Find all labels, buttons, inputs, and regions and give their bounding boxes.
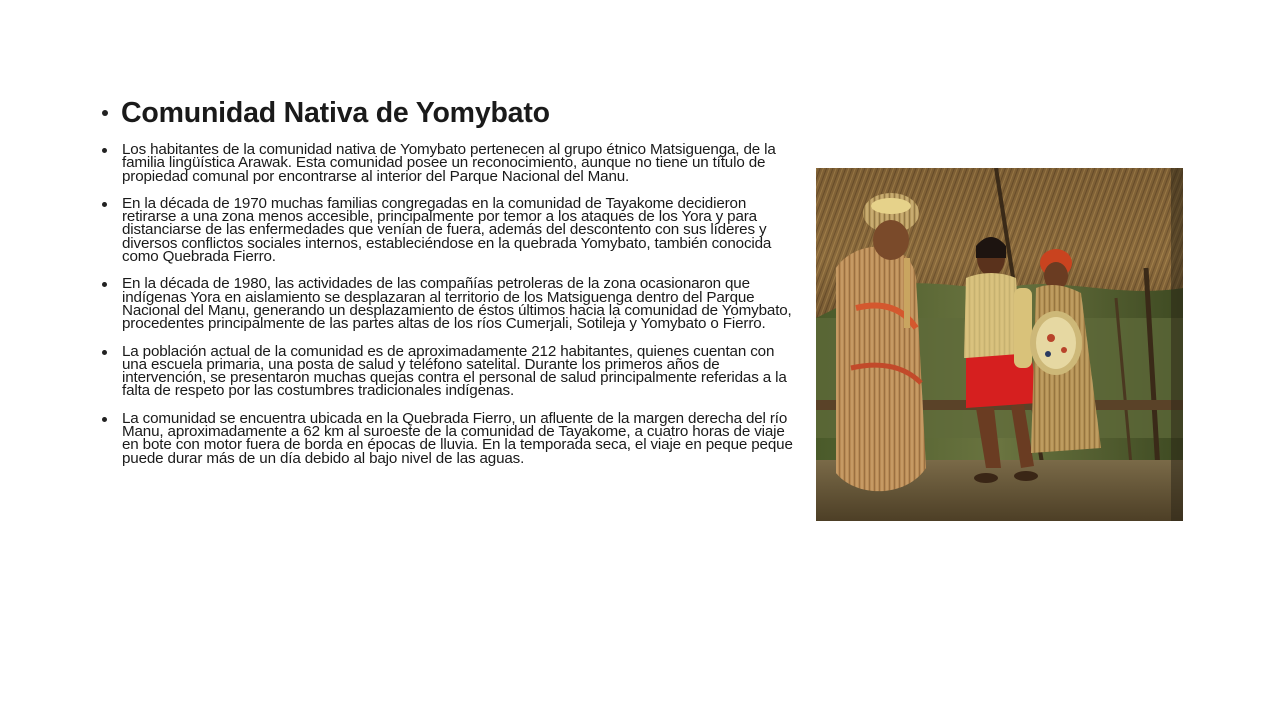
slide-title: Comunidad Nativa de Yomybato [121,97,550,129]
title-row [102,94,782,132]
paragraph-text: La comunidad se encuentra ubicada en la Quebrada Fierro, un afluente de la margen derecha del río Manu, aproximadamente a 62 km al suroeste de la comunidad de Tayakome, a cuatro horas de viaje en bote con motor fuera de borda en épocas de lluvia. En la temporada seca, el viaje en peque peque puede durar más de un día debido al bajo nivel de las aguas. [122,409,793,467]
paragraph-text: En la década de 1970 muchas familias congregadas en la comunidad de Tayakome decidieron retirarse a una zona menos accesible, principalmente por temor a los ataques de los Yora y para distanciarse de las enfermedades que venían de fuera, además del descontento con sus líderes y diversos conflictos sociales internos, estableciéndose en la quebrada Yomybato, también conocida como Quebrada Fierro. [122,194,772,266]
paragraph-text: Los habitantes de la comunidad nativa de Yomybato pertenecen al grupo étnico Matsiguenga, de la familia lingüística Arawak. Esta comunidad posee un reconocimiento, aunque no tiene un título de propiedad comunal por encontrarse al interior del Parque Nacional del Manu. [122,141,776,185]
paragraph-text: En la década de 1980, las actividades de las compañías petroleras de la zona ocasionaron que indígenas Yora en aislamiento se desplazaran al territorio de los Matsiguenga dentro del Parque Nacional del Manu, generando un desplazamiento de éstos últimos hacia la comunidad de Yomybato, procedentes principalmente de las partes altas de los ríos Cumerjali, Sotileja y Yomybato o Fierro. [122,275,792,333]
list-bullet [102,417,107,422]
list-item [102,344,797,398]
paragraph-text: La población actual de la comunidad es de aproximadamente 212 habitantes, quienes cuentan con una escuela primaria, una posta de salud y teléfono satelital. Durante los primeros años de intervención, se presentaron muchas quejas contra el personal de salud principalmente referidas a la falta de respeto por las costumbres tradicionales indígenas. [122,342,787,400]
list-bullet [102,202,107,207]
list-bullet [102,350,107,355]
community-photo [816,168,1183,521]
list-bullet [102,148,107,153]
photo-illustration [816,168,1183,521]
list-item [102,194,797,266]
title-bullet [102,110,108,116]
list-item [102,411,797,465]
list-bullet [102,282,107,287]
list-item [102,275,797,333]
body-list [102,142,797,478]
list-item [102,142,797,183]
